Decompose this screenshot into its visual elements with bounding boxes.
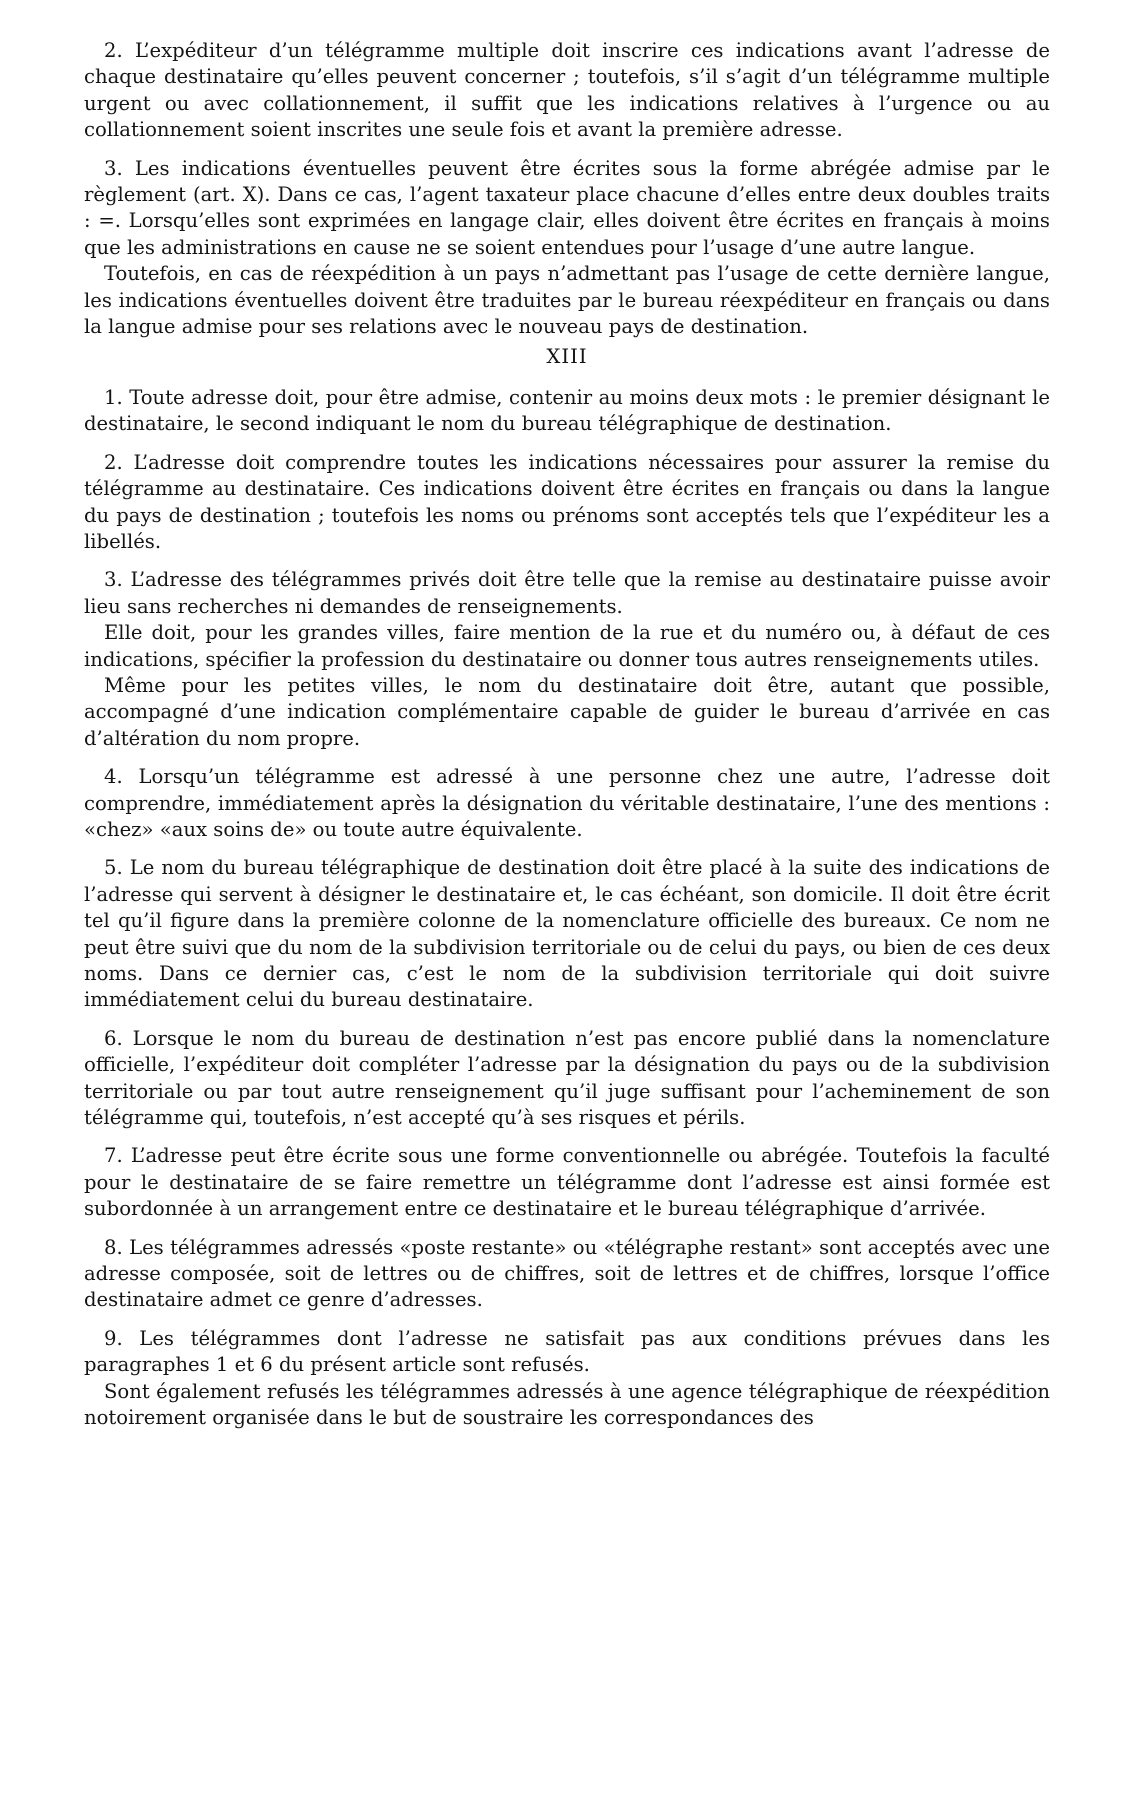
paragraph-text: 8. Les télégrammes adressés «poste restante» ou «télégraphe restant» sont acceptés avec une adresse composée, soit de lettres ou de chiffres, soit de lettres et de chiffres, lorsque l’office destinataire admet ce genre d’adresses. [84,1235,1050,1312]
document-page [84,38,1050,1432]
paragraph-xiii-3 [84,567,1050,752]
paragraph-text: 6. Lorsque le nom du bureau de destination n’est pas encore publié dans la nomenclature officielle, l’expéditeur doit compléter l’adresse par la désignation du pays ou de la subdivision territoriale ou par tout autre renseignement qu’il juge suffisant pour l’acheminement de son télégramme qui, toutefois, n’est accepté qu’à ses risques et périls. [84,1026,1050,1130]
paragraph-text: Sont également refusés les télégrammes adressés à une agence télégraphique de réexpédition notoirement organisée dans le but de soustraire les correspondances des [84,1379,1050,1430]
paragraph-3-indications [84,156,1050,341]
paragraph-2-multiple [84,38,1050,144]
paragraph-text: Même pour les petites villes, le nom du destinataire doit être, autant que possible, accompagné d’une indication complémentaire capable de guider le bureau d’arrivée en cas d’altération du nom propre. [84,673,1050,750]
paragraph-xiii-1 [84,385,1050,438]
paragraph-text: 2. L’expéditeur d’un télégramme multiple doit inscrire ces indications avant l’adresse de chaque destinataire qu’elles peuvent concerner ; toutefois, s’il s’agit d’un télégramme multiple urgent ou avec collationnement, il suffit que les indications relatives à l’urgence ou au collationnement soient inscrites une seule fois et avant la première adresse. [84,39,1050,142]
paragraph-xiii-9 [84,1326,1050,1432]
paragraph-text: 3. L’adresse des télégrammes privés doit être telle que la remise au destinataire puisse avoir lieu sans recherches ni demandes de renseignements. [84,568,1050,618]
paragraph-xiii-8 [84,1235,1050,1314]
paragraph-text: 7. L’adresse peut être écrite sous une forme conventionnelle ou abrégée. Toutefois la faculté pour le destinataire de se faire remettre un télégramme dont l’adresse est ainsi formée est subordonnée à un arrangement entre ce destinataire et le bureau télégraphique d’arrivée. [84,1144,1050,1221]
section-heading: XIII [546,345,588,369]
paragraph-xiii-2 [84,450,1050,556]
paragraph-text: Elle doit, pour les grandes villes, faire mention de la rue et du numéro ou, à défaut de ces indications, spécifier la profession du destinataire ou donner tous autres renseignements utiles. [84,621,1050,671]
paragraph-text: Toutefois, en cas de réexpédition à un pays n’admettant pas l’usage de cette dernière langue, les indications éventuelles doivent être traduites par le bureau réexpéditeur en français ou dans la langue admise pour ses relations avec le nouveau pays de destination. [84,262,1050,339]
paragraph-xiii-4 [84,764,1050,843]
paragraph-text: 2. L’adresse doit comprendre toutes les indications nécessaires pour assurer la remise du télégramme au destinataire. Ces indications doivent être écrites en français ou dans la langue du pays de destination ; toutefois les noms ou prénoms sont acceptés tels que l’expéditeur les a libellés. [84,450,1050,553]
paragraph-text: 1. Toute adresse doit, pour être admise, contenir au moins deux mots : le premier désignant le destinataire, le second indiquant le nom du bureau télégraphique de destination. [84,385,1050,436]
paragraph-xiii-5 [84,855,1050,1013]
paragraph-text: 5. Le nom du bureau télégraphique de destination doit être placé à la suite des indications de l’adresse qui servent à désigner le destinataire et, le cas échéant, son domicile. Il doit être écrit tel qu’il figure dans la première colonne de la nomenclature officielle des bureaux. Ce nom ne peut être suivi que du nom de la subdivision territoriale ou de celui du pays, ou bien de ces deux noms. Dans ce dernier cas, c’est le nom de la subdivision territoriale qui doit suivre immédiatement celui du bureau destinataire. [84,856,1050,1012]
paragraph-text: 9. Les télégrammes dont l’adresse ne satisfait pas aux conditions prévues dans les paragraphes 1 et 6 du présent article sont refusés. [84,1326,1050,1377]
paragraph-text: 4. Lorsqu’un télégramme est adressé à une personne chez une autre, l’adresse doit comprendre, immédiatement après la désignation du véritable destinataire, l’une des mentions : «chez» «aux soins de» ou toute autre équivalente. [84,765,1050,841]
paragraph-xiii-6 [84,1026,1050,1132]
paragraph-text: 3. Les indications éventuelles peuvent être écrites sous la forme abrégée admise par le règlement (art. X). Dans ce cas, l’agent taxateur place chacune d’elles entre deux doubles traits : =. Lorsqu’elles sont exprimées en langage clair, elles doivent être écrites en français à moins que les administrations en cause ne se soient entendues pour l’usage d’une autre langue. [84,156,1050,259]
paragraph-xiii-7 [84,1143,1050,1222]
